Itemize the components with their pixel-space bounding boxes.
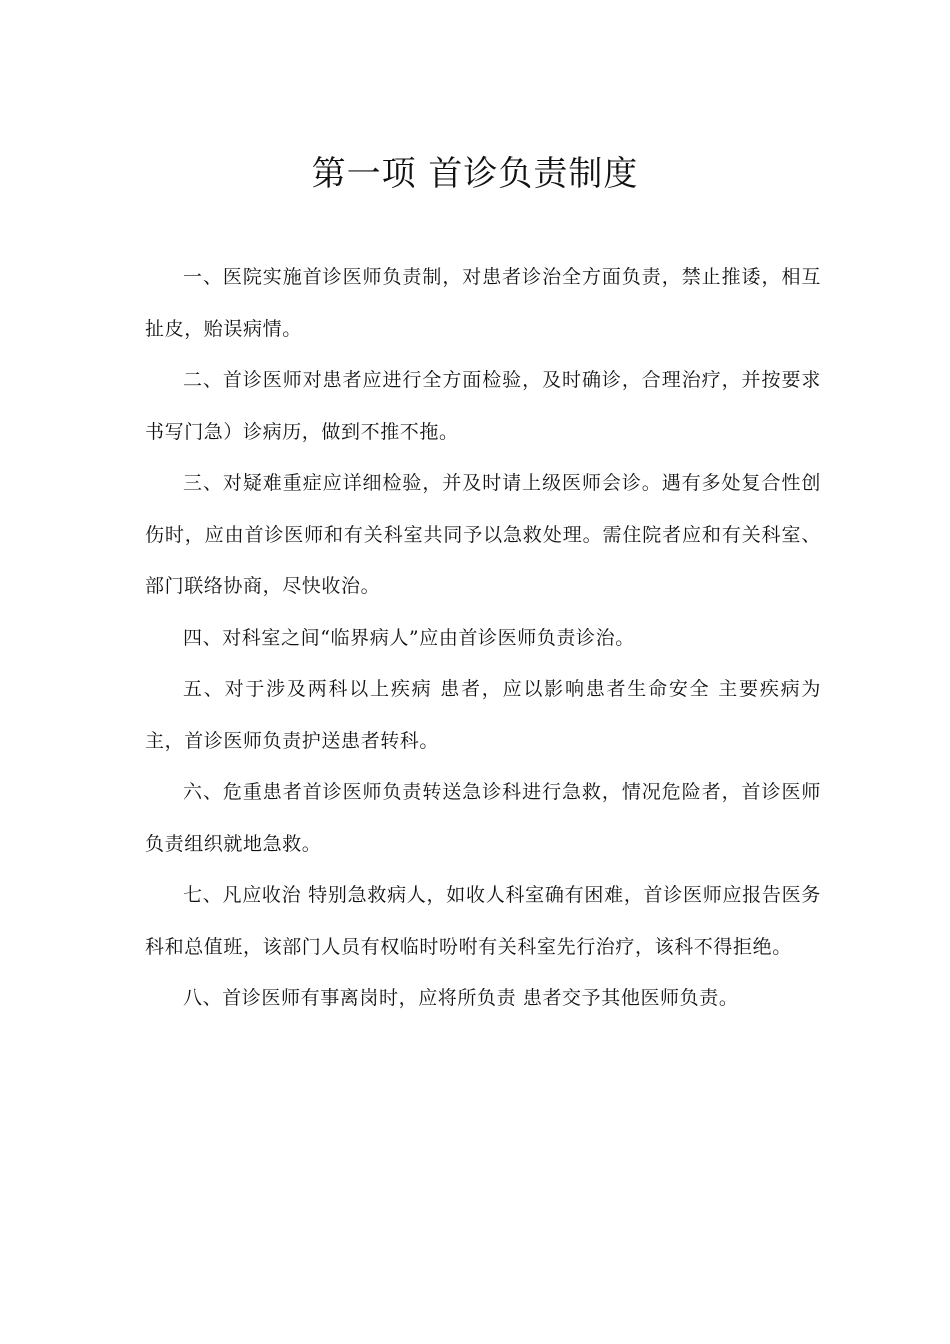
paragraph-3: 三、对疑难重症应详细检验，并及时请上级医师会诊。遇有多处复合性创伤时，应由首诊医师和有关科室共同予以急救处理。需住院者应和有关科室、部门联络协商，尽快收治。	[145, 472, 821, 597]
paragraph-2: 二、首诊医师对患者应进行全方面检验，及时确诊，合理治疗，并按要求书写门急）诊病历，做到不推不拖。	[145, 369, 821, 443]
document-body	[145, 252, 821, 1025]
paragraph-6: 六、危重患者首诊医师负责转送急诊科进行急救，情况危险者，首诊医师负责组织就地急救。	[145, 781, 821, 855]
paragraph-8: 八、首诊医师有事离岗时，应将所负责 患者交予其他医师负责。	[183, 987, 739, 1009]
paragraph-7: 七、凡应收治 特别急救病人，如收人科室确有困难，首诊医师应报告医务科和总值班，该部门人员有权临时吩咐有关科室先行治疗，该科不得拒绝。	[145, 884, 821, 958]
document-title: 第一项 首诊负责制度	[311, 154, 639, 194]
paragraph-5: 五、对于涉及两科以上疾病 患者，应以影响患者生命安全 主要疾病为主，首诊医师负责护送患者转科。	[145, 678, 821, 752]
paragraph-4: 四、对科室之间“临界病人”应由首诊医师负责诊治。	[183, 626, 635, 649]
paragraph-1: 一、医院实施首诊医师负责制，对患者诊治全方面负责，禁止推诿，相互扯皮，贻误病情。	[145, 266, 821, 340]
